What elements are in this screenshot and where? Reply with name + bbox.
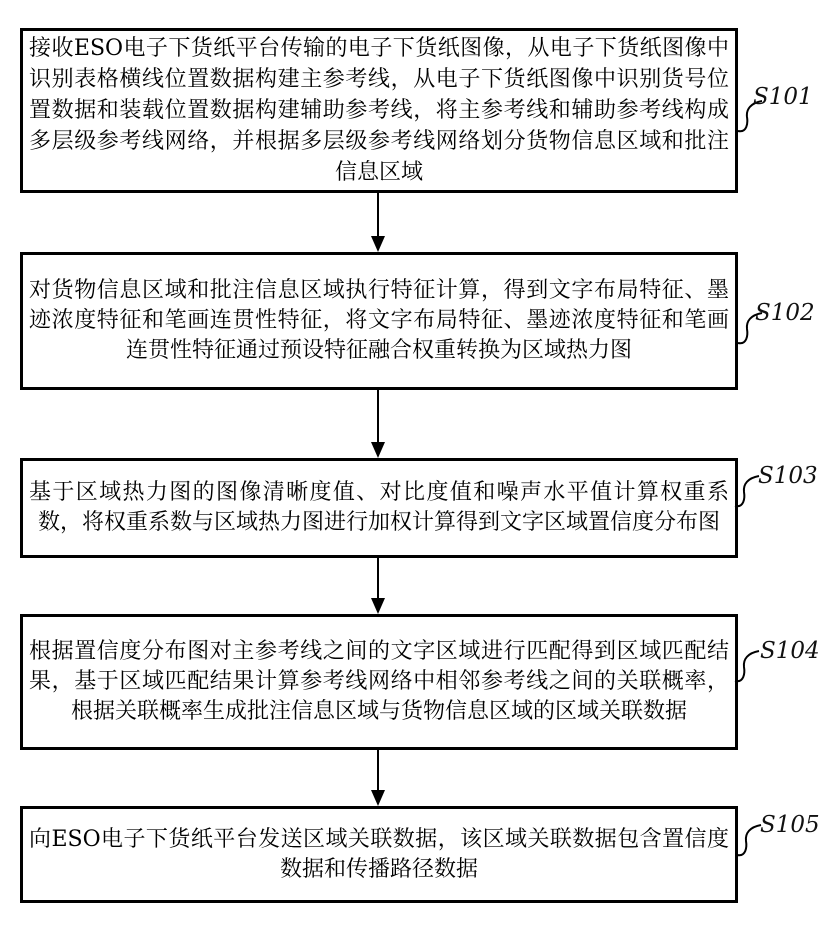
step-label-s104: S104 bbox=[760, 638, 820, 664]
step-text-s104: 根据置信度分布图对主参考线之间的文字区域进行匹配得到区域匹配结果，基于区域匹配结果计算参考线网络中相邻参考线之间的关联概率，根据关联概率生成批注信息区域与货物信息区域的区域关联数据 bbox=[29, 639, 729, 724]
step-text-s105: 向ESO电子下货纸平台发送区域关联数据，该区域关联数据包含置信度数据和传播路径数据 bbox=[29, 826, 729, 882]
step-box-s101 bbox=[20, 28, 738, 193]
step-box-s105 bbox=[20, 806, 738, 903]
flow-arrow-4 bbox=[371, 750, 385, 806]
flow-arrow-1 bbox=[371, 193, 385, 252]
step-text-s102: 对货物信息区域和批注信息区域执行特征计算，得到文字布局特征、墨迹浓度特征和笔画连贯性特征，将文字布局特征、墨迹浓度特征和笔画连贯性特征通过预设特征融合权重转换为区域热力图 bbox=[29, 278, 729, 363]
step-text-s101: 接收ESO电子下货纸平台传输的电子下货纸图像，从电子下货纸图像中识别表格横线位置数据构建主参考线，从电子下货纸图像中识别货号位置数据和装载位置数据构建辅助参考线，将主参考线和辅助参考线构成多层级参考线网络，并根据多层级参考线网络划分货物信息区域和批注信息区域 bbox=[29, 36, 729, 185]
step-label-s105: S105 bbox=[760, 812, 820, 838]
leader-line-s103 bbox=[734, 471, 760, 509]
step-label-s102: S102 bbox=[755, 300, 815, 326]
step-label-s101: S101 bbox=[753, 84, 813, 110]
leader-line-s104 bbox=[734, 646, 760, 684]
flow-arrow-3 bbox=[371, 558, 385, 614]
step-box-s102 bbox=[20, 252, 738, 390]
step-label-s103: S103 bbox=[758, 463, 818, 489]
flow-arrow-2 bbox=[371, 390, 385, 458]
step-text-s103: 基于区域热力图的图像清晰度值、对比度值和噪声水平值计算权重系数，将权重系数与区域热力图进行加权计算得到文字区域置信度分布图 bbox=[29, 480, 729, 535]
step-box-s103 bbox=[20, 458, 738, 558]
leader-line-s105 bbox=[736, 820, 762, 858]
step-box-s104 bbox=[20, 614, 738, 750]
